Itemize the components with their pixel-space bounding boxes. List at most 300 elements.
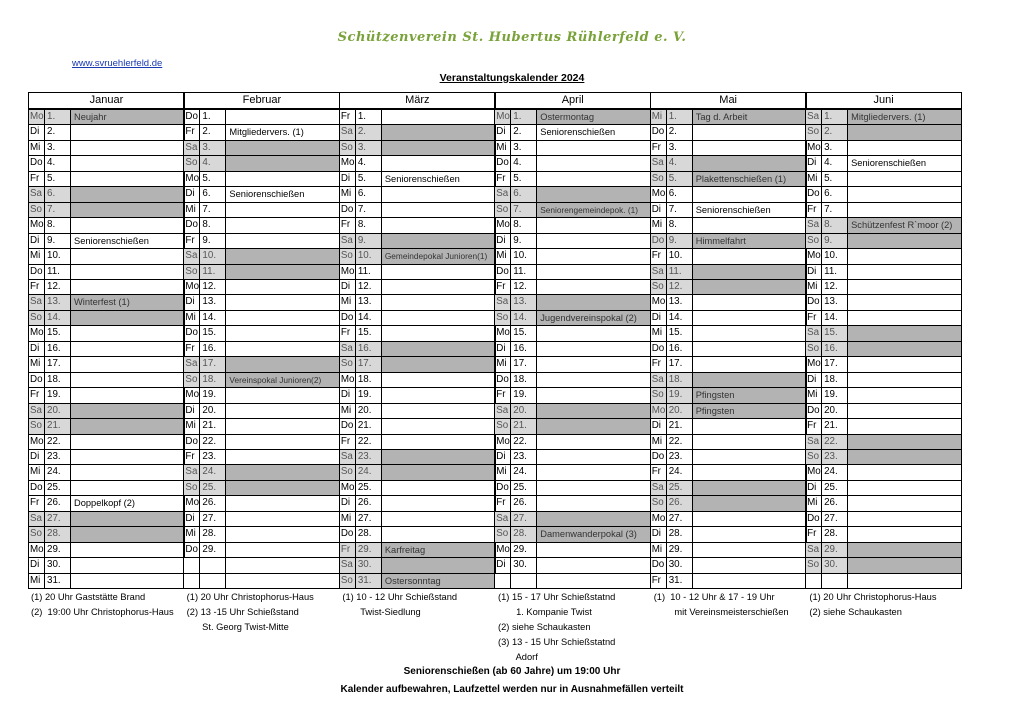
day-number-cell: 10.	[511, 249, 537, 263]
day-number-cell: 22.	[356, 435, 382, 449]
weekday-cell: Fr	[651, 465, 667, 479]
weekday-cell: Mi	[184, 527, 200, 541]
weekday-cell: Di	[651, 203, 667, 217]
event-cell	[537, 265, 650, 279]
day-number-cell	[200, 574, 226, 588]
day-number-cell: 7.	[356, 203, 382, 217]
event-cell	[693, 419, 806, 433]
weekday-cell: So	[184, 373, 200, 387]
day-number-cell: 20.	[200, 404, 226, 418]
day-number-cell: 14.	[200, 311, 226, 325]
day-number-cell: 19.	[822, 388, 848, 402]
day-row	[651, 387, 806, 402]
footnote-column	[184, 590, 340, 665]
event-cell: Vereinspokal Junioren(2)	[226, 373, 339, 387]
event-cell	[848, 203, 961, 217]
event-cell	[71, 125, 184, 139]
event-cell	[382, 404, 495, 418]
day-number-cell: 22.	[511, 435, 537, 449]
day-row	[340, 325, 495, 340]
day-row	[340, 109, 495, 124]
day-row	[340, 403, 495, 418]
event-cell	[537, 342, 650, 356]
event-cell: Seniorenschießen	[695, 204, 771, 215]
day-row	[651, 464, 806, 479]
day-number-cell: 9.	[511, 234, 537, 248]
event-cell	[848, 234, 961, 248]
day-row	[651, 573, 806, 588]
event-cell: Seniorenschießen	[229, 189, 305, 200]
day-number-cell: 4.	[511, 156, 537, 170]
day-row	[184, 140, 339, 155]
weekday-cell: Di	[495, 558, 511, 572]
day-row	[340, 217, 495, 232]
event-cell	[537, 496, 650, 510]
day-number-cell: 30.	[45, 558, 71, 572]
weekday-cell: Sa	[184, 249, 200, 263]
weekday-cell: Do	[340, 419, 356, 433]
day-number-cell: 19.	[667, 388, 693, 402]
day-row	[651, 372, 806, 387]
weekday-cell: Di	[806, 156, 822, 170]
weekday-cell	[495, 574, 511, 588]
weekday-cell: Fr	[340, 110, 356, 124]
event-cell	[382, 218, 495, 232]
day-number-cell: 28.	[356, 527, 382, 541]
day-number-cell: 11.	[45, 265, 71, 279]
footnotes	[28, 590, 962, 665]
day-row	[806, 140, 961, 155]
day-row	[651, 217, 806, 232]
weekday-cell: Mi	[651, 326, 667, 340]
day-row	[495, 356, 650, 371]
weekday-cell: Do	[29, 265, 45, 279]
weekday-cell: So	[184, 481, 200, 495]
weekday-cell: Sa	[651, 481, 667, 495]
event-cell	[537, 404, 650, 418]
event-cell: Karfreitag	[382, 543, 495, 557]
day-row	[651, 186, 806, 201]
day-row	[184, 279, 339, 294]
day-number-cell: 30.	[511, 558, 537, 572]
day-row	[651, 325, 806, 340]
event-cell	[382, 156, 495, 170]
event-cell	[693, 280, 806, 294]
event-cell	[693, 543, 806, 557]
event-cell: Ostersonntag	[382, 574, 495, 588]
weekday-cell: Fr	[29, 172, 45, 186]
day-number-cell: 6.	[511, 187, 537, 201]
day-row	[29, 325, 184, 340]
day-number-cell: 5.	[45, 172, 71, 186]
day-number-cell: 19.	[200, 388, 226, 402]
day-number-cell: 5.	[200, 172, 226, 186]
event-cell	[226, 357, 339, 371]
day-number-cell: 31.	[45, 574, 71, 588]
event-cell	[537, 326, 650, 340]
event-cell	[226, 265, 339, 279]
day-row	[29, 464, 184, 479]
weekday-cell: Di	[340, 280, 356, 294]
event-cell	[848, 512, 961, 526]
event-cell	[382, 527, 495, 541]
footnote-line: (1) 20 Uhr Gaststätte Brand	[31, 592, 146, 602]
day-row	[495, 186, 650, 201]
event-cell: Mitgliedervers. (1)	[848, 110, 961, 124]
month-header: Mai	[651, 93, 806, 109]
day-number-cell: 3.	[356, 141, 382, 155]
day-number-cell	[200, 558, 226, 572]
footnote-column	[651, 590, 807, 665]
event-cell	[71, 280, 184, 294]
day-number-cell: 24.	[822, 465, 848, 479]
event-cell	[848, 265, 961, 279]
weekday-cell: So	[29, 527, 45, 541]
day-row	[651, 495, 806, 510]
weekday-cell: Sa	[184, 357, 200, 371]
club-name: Schützenverein St. Hubertus Rühlerfeld e. V.	[337, 30, 687, 45]
day-row	[340, 124, 495, 139]
day-row	[184, 171, 339, 186]
event-cell	[71, 218, 184, 232]
day-number-cell: 29.	[45, 543, 71, 557]
weekday-cell: Mi	[340, 512, 356, 526]
website-link[interactable]: www.svruehlerfeld.de	[72, 58, 163, 69]
weekday-cell: So	[340, 465, 356, 479]
weekday-cell: So	[495, 419, 511, 433]
weekday-cell: Mi	[651, 435, 667, 449]
day-number-cell: 22.	[45, 435, 71, 449]
event-cell	[226, 465, 339, 479]
event-cell	[71, 465, 184, 479]
day-number-cell: 10.	[200, 249, 226, 263]
event-cell	[226, 172, 339, 186]
event-cell: Damenwanderpokal (3)	[537, 527, 650, 541]
weekday-cell: Do	[651, 125, 667, 139]
weekday-cell: Mo	[495, 218, 511, 232]
weekday-cell: Di	[29, 234, 45, 248]
weekday-cell: Fr	[184, 342, 200, 356]
day-row	[340, 526, 495, 541]
day-row	[806, 186, 961, 201]
day-row	[29, 480, 184, 495]
day-number-cell: 20.	[667, 404, 693, 418]
weekday-cell: Mo	[184, 496, 200, 510]
day-row	[184, 124, 339, 139]
day-row	[806, 310, 961, 325]
day-number-cell: 17.	[200, 357, 226, 371]
day-number-cell	[822, 574, 848, 588]
day-row	[184, 310, 339, 325]
day-row	[495, 418, 650, 433]
day-row	[806, 294, 961, 309]
event-cell	[848, 326, 961, 340]
event-cell	[382, 388, 495, 402]
day-row	[495, 387, 650, 402]
weekday-cell: So	[806, 234, 822, 248]
calendar-title: Veranstaltungskalender 2024	[439, 72, 585, 84]
event-cell	[537, 172, 650, 186]
weekday-cell: Mi	[806, 388, 822, 402]
event-cell	[382, 435, 495, 449]
event-cell	[693, 435, 806, 449]
day-row	[651, 233, 806, 248]
day-number-cell: 31.	[667, 574, 693, 588]
event-cell	[693, 450, 806, 464]
day-row	[806, 341, 961, 356]
weekday-cell: Mi	[29, 574, 45, 588]
weekday-cell: Sa	[29, 187, 45, 201]
day-number-cell: 22.	[200, 435, 226, 449]
weekday-cell: Do	[29, 481, 45, 495]
footnote-line: (2) siehe Schaukasten	[498, 622, 591, 632]
day-number-cell: 25.	[200, 481, 226, 495]
weekday-cell: Fr	[495, 496, 511, 510]
weekday-cell: Fr	[340, 435, 356, 449]
day-row	[29, 202, 184, 217]
weekday-cell: Fr	[184, 125, 200, 139]
day-number-cell: 28.	[200, 527, 226, 541]
weekday-cell: Sa	[495, 295, 511, 309]
event-cell	[848, 373, 961, 387]
weekday-cell: Fr	[495, 388, 511, 402]
day-number-cell: 19.	[511, 388, 537, 402]
day-row	[29, 434, 184, 449]
weekday-cell: Sa	[806, 543, 822, 557]
day-row	[651, 403, 806, 418]
event-cell	[537, 543, 650, 557]
weekday-cell: Mo	[495, 326, 511, 340]
day-row	[806, 233, 961, 248]
day-row	[806, 542, 961, 557]
event-cell	[382, 465, 495, 479]
day-row	[651, 480, 806, 495]
event-cell	[226, 342, 339, 356]
weekday-cell: Sa	[495, 512, 511, 526]
day-row	[184, 155, 339, 170]
day-number-cell: 29.	[356, 543, 382, 557]
day-number-cell: 10.	[822, 249, 848, 263]
day-number-cell: 30.	[822, 558, 848, 572]
event-cell	[848, 249, 961, 263]
weekday-cell: Do	[184, 435, 200, 449]
day-number-cell: 4.	[667, 156, 693, 170]
event-cell	[71, 512, 184, 526]
weekday-cell: Di	[29, 342, 45, 356]
day-number-cell: 30.	[667, 558, 693, 572]
day-row	[651, 434, 806, 449]
day-row	[806, 217, 961, 232]
footnote-line: (1) 10 - 12 Uhr Schießstand	[342, 592, 458, 602]
footnote-line: (3) 13 - 15 Uhr Schießstatnd	[498, 637, 616, 647]
day-row	[651, 418, 806, 433]
day-row	[806, 557, 961, 572]
event-cell	[71, 388, 184, 402]
day-number-cell: 16.	[45, 342, 71, 356]
day-row	[806, 109, 961, 124]
day-row	[495, 403, 650, 418]
day-number-cell: 9.	[45, 234, 71, 248]
weekday-cell: Mo	[806, 465, 822, 479]
event-cell	[382, 234, 495, 248]
event-cell	[537, 419, 650, 433]
day-number-cell: 16.	[511, 342, 537, 356]
day-number-cell: 21.	[45, 419, 71, 433]
weekday-cell: So	[184, 156, 200, 170]
day-number-cell: 27.	[511, 512, 537, 526]
event-cell	[226, 249, 339, 263]
day-number-cell: 13.	[356, 295, 382, 309]
day-row	[29, 124, 184, 139]
event-cell	[382, 558, 495, 572]
weekday-cell: Mo	[806, 141, 822, 155]
weekday-cell: So	[651, 172, 667, 186]
day-row	[806, 387, 961, 402]
day-row	[340, 341, 495, 356]
day-number-cell: 8.	[822, 218, 848, 232]
day-number-cell: 28.	[667, 527, 693, 541]
weekday-cell: Fr	[495, 280, 511, 294]
day-number-cell: 24.	[45, 465, 71, 479]
weekday-cell: Do	[29, 156, 45, 170]
weekday-cell: Di	[184, 404, 200, 418]
day-row	[340, 464, 495, 479]
event-cell	[537, 234, 650, 248]
weekday-cell: Fr	[806, 311, 822, 325]
weekday-cell: Di	[806, 265, 822, 279]
event-cell: Winterfest (1)	[71, 295, 184, 309]
day-row	[184, 186, 339, 201]
event-cell	[71, 419, 184, 433]
event-cell	[537, 373, 650, 387]
day-row	[184, 387, 339, 402]
day-number-cell: 24.	[667, 465, 693, 479]
weekday-cell: Mo	[29, 110, 45, 124]
day-number-cell: 29.	[822, 543, 848, 557]
day-row	[806, 171, 961, 186]
day-row	[340, 202, 495, 217]
event-cell	[382, 450, 495, 464]
weekday-cell: Di	[29, 450, 45, 464]
weekday-cell: So	[806, 125, 822, 139]
weekday-cell: Mo	[806, 357, 822, 371]
day-row	[651, 264, 806, 279]
day-number-cell: 26.	[356, 496, 382, 510]
day-row	[29, 155, 184, 170]
event-cell	[71, 265, 184, 279]
day-number-cell: 24.	[356, 465, 382, 479]
day-number-cell: 1.	[200, 110, 226, 124]
day-row	[184, 542, 339, 557]
event-cell	[382, 481, 495, 495]
footnote-line: (1) 20 Uhr Christophorus-Haus	[809, 592, 937, 602]
day-number-cell: 6.	[822, 187, 848, 201]
footnote-line: Adorf	[498, 652, 538, 662]
weekday-cell: Di	[806, 373, 822, 387]
day-number-cell: 8.	[356, 218, 382, 232]
day-number-cell: 20.	[45, 404, 71, 418]
day-number-cell: 6.	[356, 187, 382, 201]
weekday-cell: Di	[806, 481, 822, 495]
event-cell	[71, 435, 184, 449]
weekday-cell: Mi	[29, 249, 45, 263]
day-number-cell: 13.	[822, 295, 848, 309]
weekday-cell: So	[340, 574, 356, 588]
day-row	[806, 480, 961, 495]
day-number-cell: 13.	[667, 295, 693, 309]
weekday-cell: Mi	[651, 543, 667, 557]
day-row	[340, 387, 495, 402]
day-row	[806, 264, 961, 279]
weekday-cell: Fr	[651, 249, 667, 263]
day-number-cell: 5.	[822, 172, 848, 186]
weekday-cell: So	[495, 203, 511, 217]
day-number-cell: 23.	[200, 450, 226, 464]
day-number-cell: 2.	[822, 125, 848, 139]
event-cell	[71, 311, 184, 325]
day-row	[29, 542, 184, 557]
weekday-cell: Di	[495, 234, 511, 248]
day-row	[495, 155, 650, 170]
weekday-cell: Fr	[29, 388, 45, 402]
event-cell	[848, 280, 961, 294]
weekday-cell: Sa	[806, 218, 822, 232]
month-column-märz	[339, 92, 496, 589]
day-number-cell: 10.	[45, 249, 71, 263]
event-cell	[226, 543, 339, 557]
event-cell	[226, 435, 339, 449]
month-column-mai	[650, 92, 807, 589]
day-row	[340, 434, 495, 449]
event-cell	[693, 311, 806, 325]
day-row	[651, 356, 806, 371]
weekday-cell: Fr	[340, 326, 356, 340]
day-row	[340, 294, 495, 309]
weekday-cell: Mo	[184, 172, 200, 186]
day-row	[340, 511, 495, 526]
weekday-cell: Do	[495, 481, 511, 495]
footnote-line: (2) siehe Schaukasten	[809, 607, 902, 617]
day-number-cell: 6.	[200, 187, 226, 201]
day-number-cell: 16.	[356, 342, 382, 356]
day-row	[651, 248, 806, 263]
event-cell	[382, 141, 495, 155]
day-row	[495, 325, 650, 340]
event-cell	[382, 357, 495, 371]
weekday-cell: Sa	[495, 404, 511, 418]
weekday-cell: Fr	[340, 218, 356, 232]
weekday-cell: Mi	[184, 419, 200, 433]
event-cell: Seniorenschießen	[851, 158, 927, 169]
weekday-cell: So	[340, 249, 356, 263]
weekday-cell: Do	[495, 265, 511, 279]
event-cell	[226, 512, 339, 526]
day-row	[184, 202, 339, 217]
day-number-cell: 9.	[356, 234, 382, 248]
weekday-cell: Sa	[651, 265, 667, 279]
weekday-cell: Sa	[29, 404, 45, 418]
day-number-cell: 14.	[667, 311, 693, 325]
day-row	[184, 403, 339, 418]
event-cell	[71, 141, 184, 155]
day-number-cell: 9.	[667, 234, 693, 248]
footnote-line: (2) 19:00 Uhr Christophorus-Haus	[31, 607, 174, 617]
weekday-cell: Fr	[29, 280, 45, 294]
event-cell	[537, 450, 650, 464]
event-cell	[848, 342, 961, 356]
day-row	[651, 511, 806, 526]
day-row	[29, 310, 184, 325]
